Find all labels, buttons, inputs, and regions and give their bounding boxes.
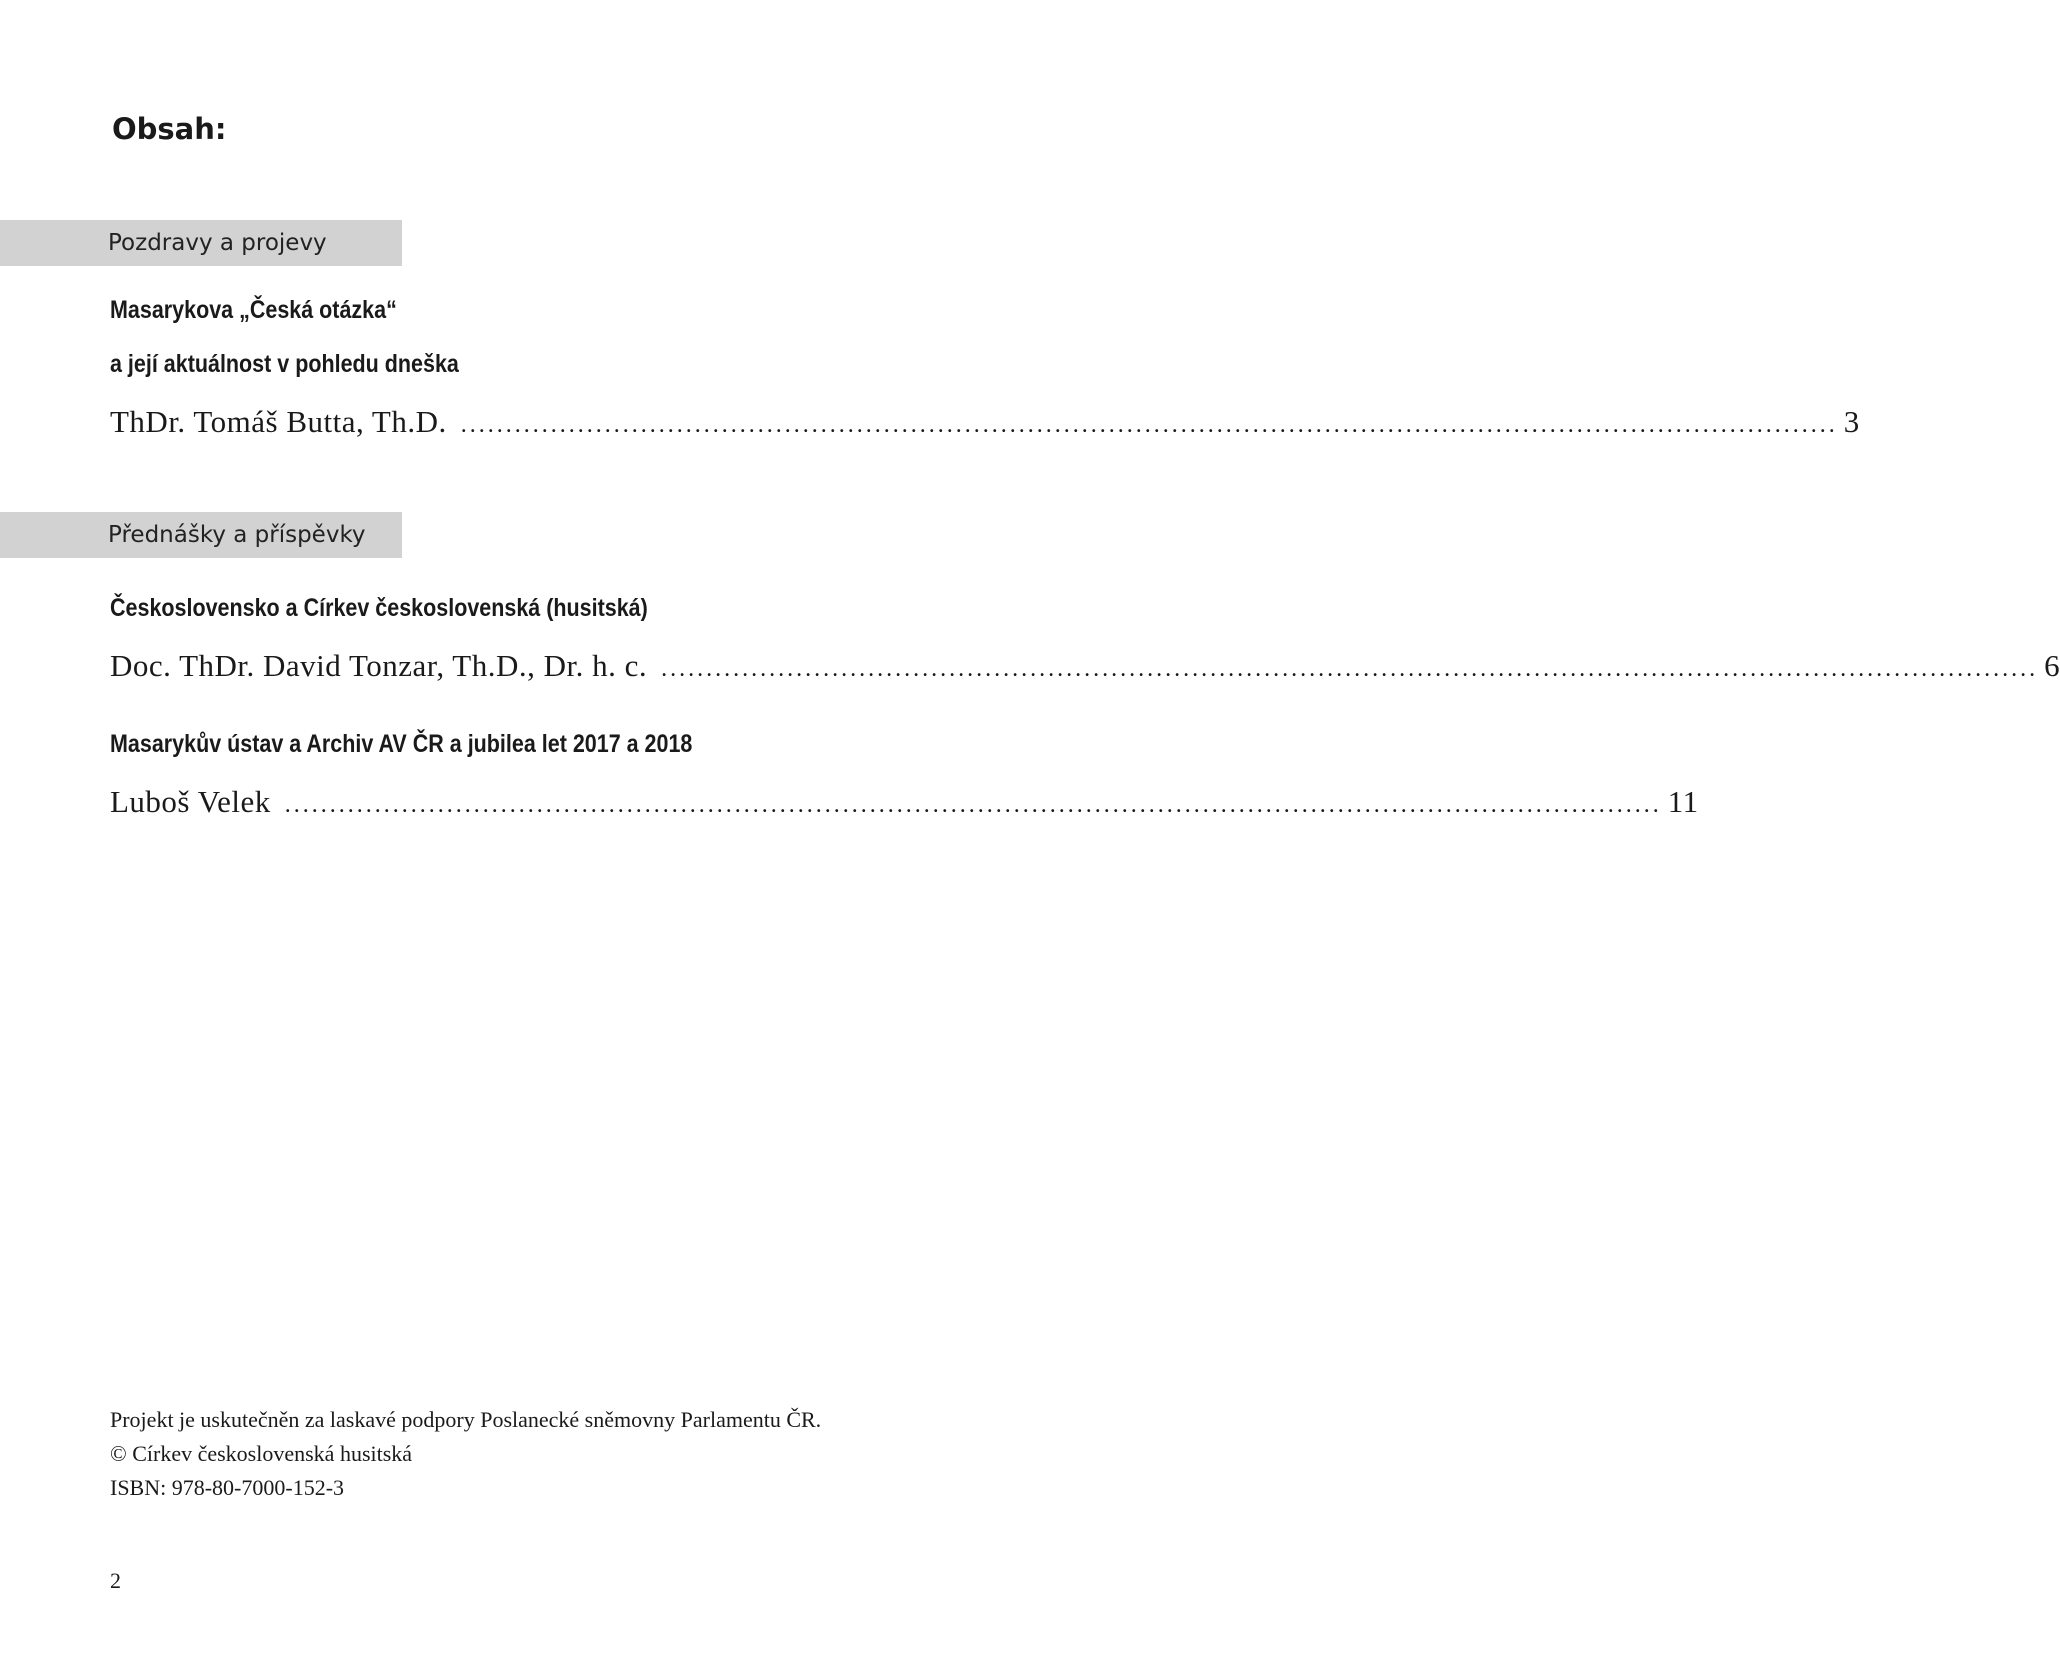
section-header-greetings: Pozdravy a projevy [0,220,402,266]
colophon-line: ISBN: 978-80-7000-152-3 [110,1475,345,1500]
toc-entry-title: Československo a Církev československá (husitská) [110,594,648,622]
colophon [110,1403,821,1505]
toc-entry-title: Masarykův ústav a Archiv AV ČR a jubilea let 2017 a 2018 [110,730,693,758]
section-header-lectures: Přednášky a příspěvky [0,512,402,558]
dot-leader: ......................................................................................................................................................... [661,656,2039,682]
toc-entry-line[interactable] [110,648,2060,684]
toc-entry-line[interactable] [110,404,1860,440]
dot-leader: ......................................................................................................................................................... [284,792,1662,818]
dot-leader: ......................................................................................................................................................... [460,412,1838,438]
page-number: 2 [110,1568,121,1593]
toc-entry-author: Doc. ThDr. David Tonzar, Th.D., Dr. h. c. [110,648,648,683]
toc-entry-line[interactable] [110,784,1699,820]
toc-entry-author: Luboš Velek [110,784,271,819]
toc-entry-page: 6 [2044,648,2060,683]
toc-entry-page: 11 [1667,784,1699,819]
colophon-line: Projekt je uskutečněn za laskavé podpory Poslanecké sněmovny Parlamentu ČR. [110,1407,822,1432]
toc-entry-title: Masarykova „Česká otázka“ [110,296,397,324]
toc-entry-page: 3 [1843,404,1860,439]
colophon-line: © Církev československá husitská [110,1441,413,1466]
page-title: Obsah: [112,112,227,146]
toc-entry-title: a její aktuálnost v pohledu dneška [110,350,459,378]
toc-entry-author: ThDr. Tomáš Butta, Th.D. [110,404,447,439]
